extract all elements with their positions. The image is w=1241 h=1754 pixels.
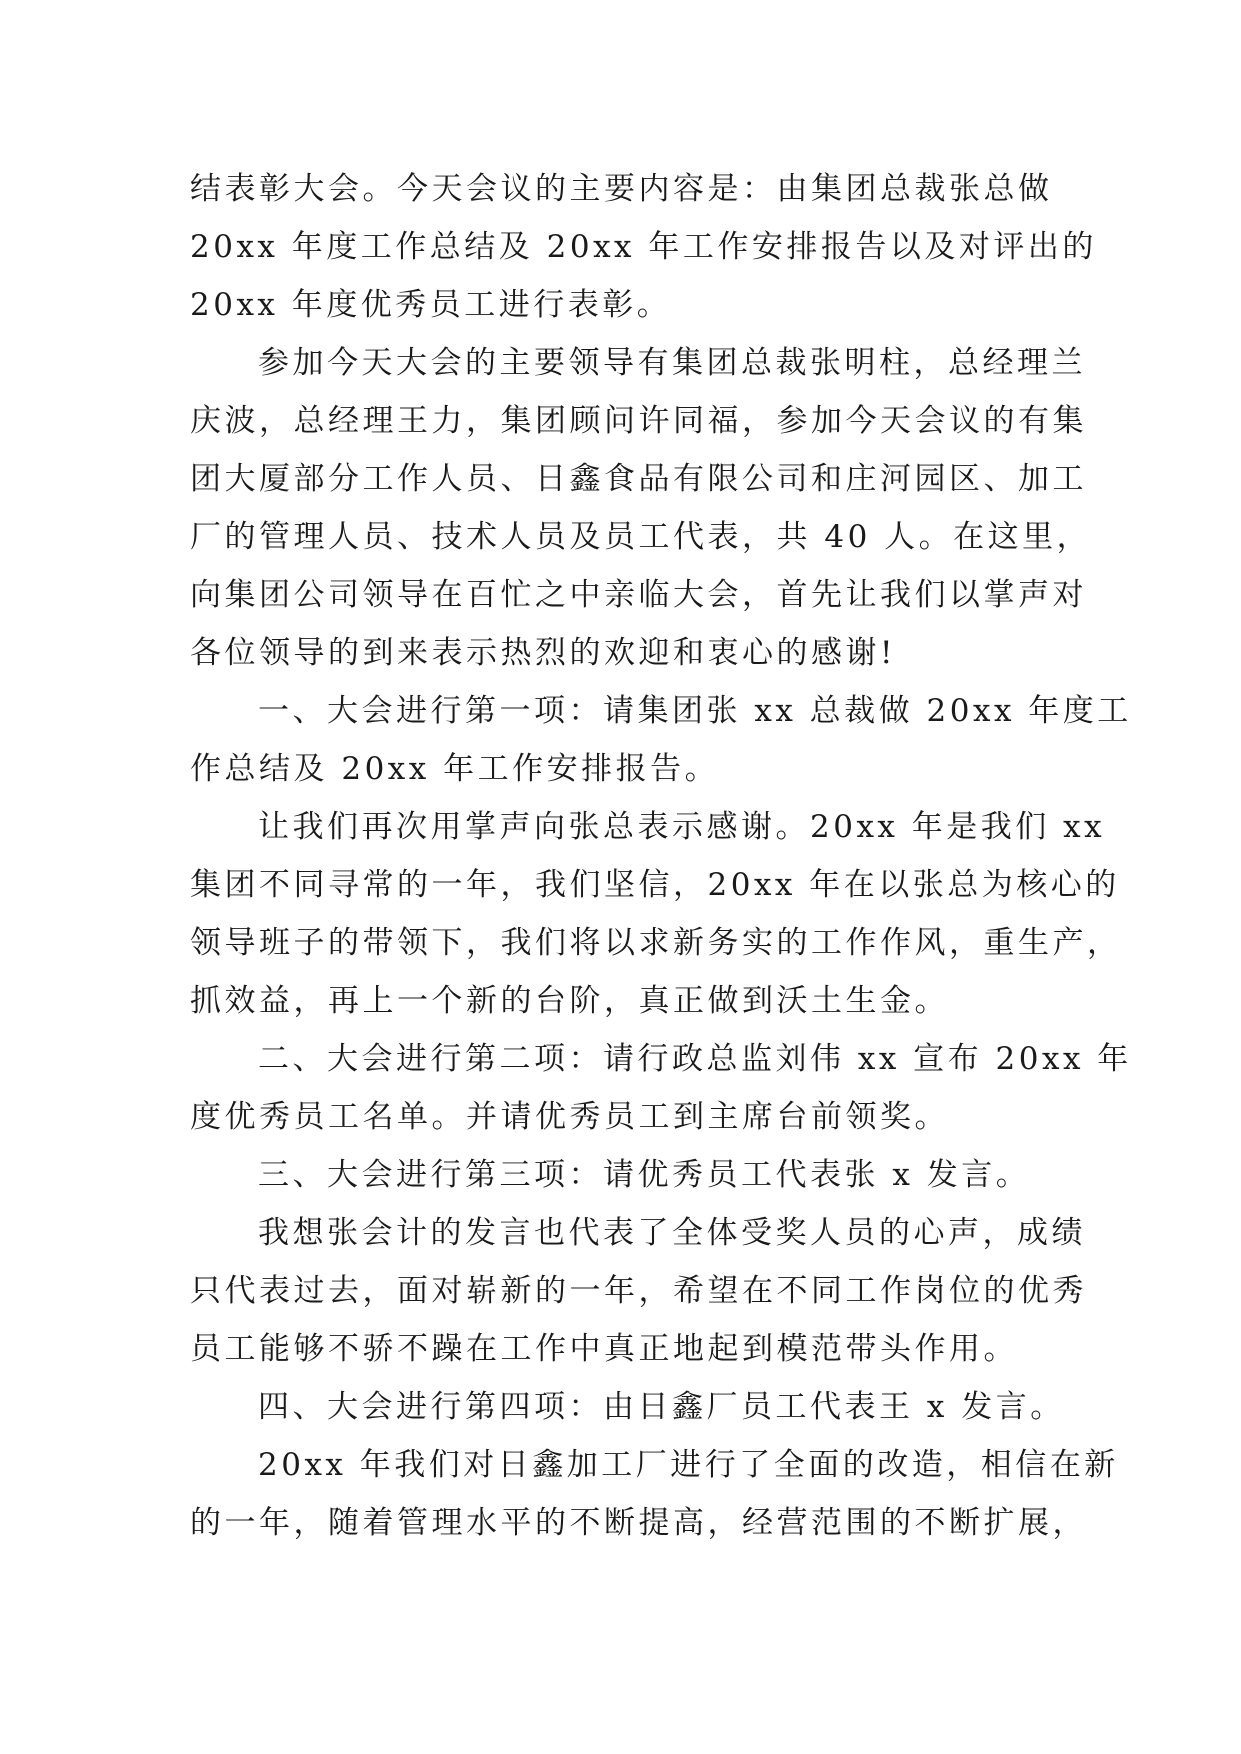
text-line: 只代表过去，面对崭新的一年，希望在不同工作岗位的优秀: [190, 1273, 1087, 1309]
paragraph-first-line: 20xx 年我们对日鑫加工厂进行了全面的改造，相信在新: [258, 1447, 1119, 1483]
text-line: 度优秀员工名单。并请优秀员工到主席台前领奖。: [190, 1099, 949, 1135]
text-line: 抓效益，再上一个新的台阶，真正做到沃土生金。: [190, 983, 949, 1019]
paragraph-first-line: 四、大会进行第四项：由日鑫厂员工代表王 x 发言。: [258, 1389, 1065, 1425]
paragraph-first-line: 参加今天大会的主要领导有集团总裁张明柱，总经理兰: [258, 345, 1086, 381]
text-line: 20xx 年度工作总结及 20xx 年工作安排报告以及对评出的: [190, 229, 1097, 265]
text-line: 员工能够不骄不躁在工作中真正地起到模范带头作用。: [190, 1331, 1018, 1367]
text-line: 团大厦部分工作人员、日鑫食品有限公司和庄河园区、加工: [190, 461, 1087, 497]
text-line: 结表彰大会。今天会议的主要内容是：由集团总裁张总做: [190, 171, 1053, 207]
text-line: 集团不同寻常的一年，我们坚信，20xx 年在以张总为核心的: [190, 867, 1120, 903]
text-line: 的一年，随着管理水平的不断提高，经营范围的不断扩展，: [190, 1505, 1087, 1541]
text-line: 庆波，总经理王力，集团顾问许同福，参加今天会议的有集: [190, 403, 1087, 439]
document-body: [190, 160, 1132, 1552]
paragraph-first-line: 我想张会计的发言也代表了全体受奖人员的心声，成绩: [258, 1215, 1086, 1251]
paragraph-first-line: 二、大会进行第二项：请行政总监刘伟 xx 宣布 20xx 年: [258, 1041, 1132, 1077]
paragraph-first-line: 三、大会进行第三项：请优秀员工代表张 x 发言。: [258, 1157, 1031, 1193]
paragraph-first-line: 让我们再次用掌声向张总表示感谢。20xx 年是我们 xx: [258, 809, 1106, 845]
text-line: 各位领导的到来表示热烈的欢迎和衷心的感谢!: [190, 635, 896, 671]
paragraph-first-line: 一、大会进行第一项：请集团张 xx 总裁做 20xx 年度工: [258, 693, 1132, 729]
text-line: 领导班子的带领下，我们将以求新务实的工作作风，重生产，: [190, 925, 1122, 961]
text-line: 作总结及 20xx 年工作安排报告。: [190, 751, 720, 787]
text-line: 向集团公司领导在百忙之中亲临大会，首先让我们以掌声对: [190, 577, 1087, 613]
text-line: 厂的管理人员、技术人员及员工代表，共 40 人。在这里，: [190, 519, 1092, 555]
text-line: 20xx 年度优秀员工进行表彰。: [190, 287, 672, 323]
